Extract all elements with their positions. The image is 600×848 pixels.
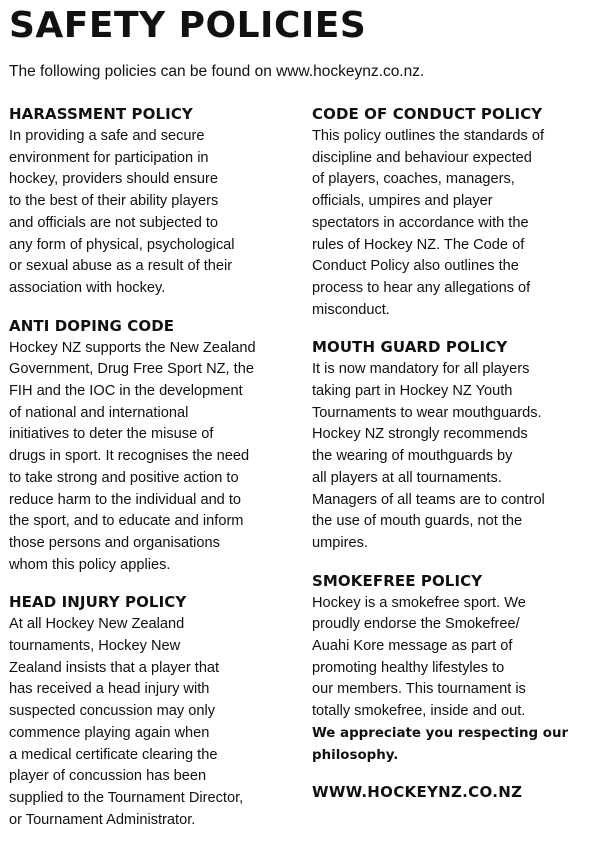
body-line: the wearing of mouthguards by: [312, 448, 513, 465]
body-line: hockey, providers should ensure: [9, 171, 219, 188]
body-line: initiatives to deter the misuse of: [9, 426, 214, 443]
body-line: whom this policy applies.: [9, 556, 171, 573]
body-line: commence playing again when: [9, 724, 210, 741]
section-body: [9, 614, 299, 831]
section-heading: CODE OF CONDUCT POLICY: [312, 105, 543, 123]
body-line: of national and international: [9, 404, 189, 421]
body-line: to take strong and positive action to: [9, 469, 239, 486]
body-line: supplied to the Tournament Director,: [9, 789, 244, 806]
body-line: environment for participation in: [9, 149, 209, 166]
code-of-conduct-section: [312, 104, 594, 321]
body-line: to the best of their ability players: [9, 193, 219, 210]
body-line: has received a head injury with: [9, 681, 210, 698]
section-body: [9, 338, 299, 577]
body-line: taking part in Hockey NZ Youth: [312, 383, 513, 400]
section-heading: MOUTH GUARD POLICY: [312, 338, 508, 357]
right-column: [312, 104, 594, 802]
body-line-bold: We appreciate you respecting our: [312, 725, 569, 741]
body-line: Government, Drug Free Sport NZ, the: [9, 361, 254, 378]
body-line: Tournaments to wear mouthguards.: [312, 404, 542, 421]
smokefree-section: [312, 571, 594, 767]
body-line: It is now mandatory for all players: [312, 361, 530, 378]
section-body: [312, 359, 594, 554]
body-line: umpires.: [312, 534, 368, 551]
body-line: a medical certificate clearing the: [9, 746, 218, 763]
body-line: officials, umpires and player: [312, 193, 493, 210]
body-line: suspected concussion may only: [9, 703, 216, 720]
body-line: FIH and the IOC in the development: [9, 383, 243, 400]
body-line: our members. This tournament is: [312, 681, 526, 698]
body-line: Hockey NZ supports the New Zealand: [9, 339, 256, 356]
intro-text: The following policies can be found on www.hockeynz.co.nz.: [9, 63, 425, 80]
body-line: Zealand insists that a player that: [9, 659, 220, 676]
body-line: of players, coaches, managers,: [312, 171, 515, 188]
head-injury-section: [9, 592, 299, 831]
section-heading: ANTI DOPING CODE: [9, 316, 175, 335]
mouth-guard-section: [312, 337, 594, 554]
section-body: [312, 126, 594, 321]
body-line: reduce harm to the individual and to: [9, 491, 242, 508]
anti-doping-section: [9, 316, 299, 577]
body-line: any form of physical, psychological: [9, 236, 235, 253]
section-heading: SMOKEFREE POLICY: [312, 571, 483, 590]
body-line: process to hear any allegations of: [312, 279, 531, 296]
body-line: player of concussion has been: [9, 768, 207, 785]
body-line: Auahi Kore message as part of: [312, 638, 513, 655]
body-line: At all Hockey New Zealand: [9, 616, 185, 633]
body-line: the sport, and to educate and inform: [9, 513, 244, 530]
body-line: totally smokefree, inside and out.: [312, 703, 526, 720]
section-heading: HARASSMENT POLICY: [9, 105, 193, 123]
body-line: promoting healthy lifestyles to: [312, 659, 505, 676]
body-line: and officials are not subjected to: [9, 214, 219, 231]
section-body: [312, 593, 594, 767]
body-line: or sexual abuse as a result of their: [9, 258, 233, 275]
body-line: misconduct.: [312, 301, 390, 318]
body-line: In providing a safe and secure: [9, 128, 205, 144]
body-line: This policy outlines the standards of: [312, 128, 545, 144]
body-line: discipline and behaviour expected: [312, 149, 532, 166]
body-line: association with hockey.: [9, 279, 166, 296]
body-line: those persons and organisations: [9, 534, 220, 551]
body-line-bold: philosophy.: [312, 747, 399, 763]
left-column: [9, 104, 299, 847]
section-heading: HEAD INJURY POLICY: [9, 593, 187, 612]
body-line: tournaments, Hockey New: [9, 638, 181, 655]
body-line: Managers of all teams are to control: [312, 491, 545, 508]
body-line: Hockey is a smokefree sport. We: [312, 594, 526, 611]
page-title: SAFETY POLICIES: [9, 5, 367, 46]
body-line: rules of Hockey NZ. The Code of: [312, 236, 525, 253]
body-line: the use of mouth guards, not the: [312, 513, 523, 530]
harassment-policy-section: [9, 104, 299, 300]
body-line: drugs in sport. It recognises the need: [9, 448, 250, 465]
body-line: spectators in accordance with the: [312, 214, 529, 231]
body-line: or Tournament Administrator.: [9, 811, 196, 828]
body-line: Conduct Policy also outlines the: [312, 258, 519, 275]
section-body: [9, 126, 299, 300]
body-line: all players at all tournaments.: [312, 469, 502, 486]
body-line: proudly endorse the Smokefree/: [312, 616, 520, 633]
website-link[interactable]: WWW.HOCKEYNZ.CO.NZ: [312, 783, 523, 802]
body-line: Hockey NZ strongly recommends: [312, 426, 528, 443]
